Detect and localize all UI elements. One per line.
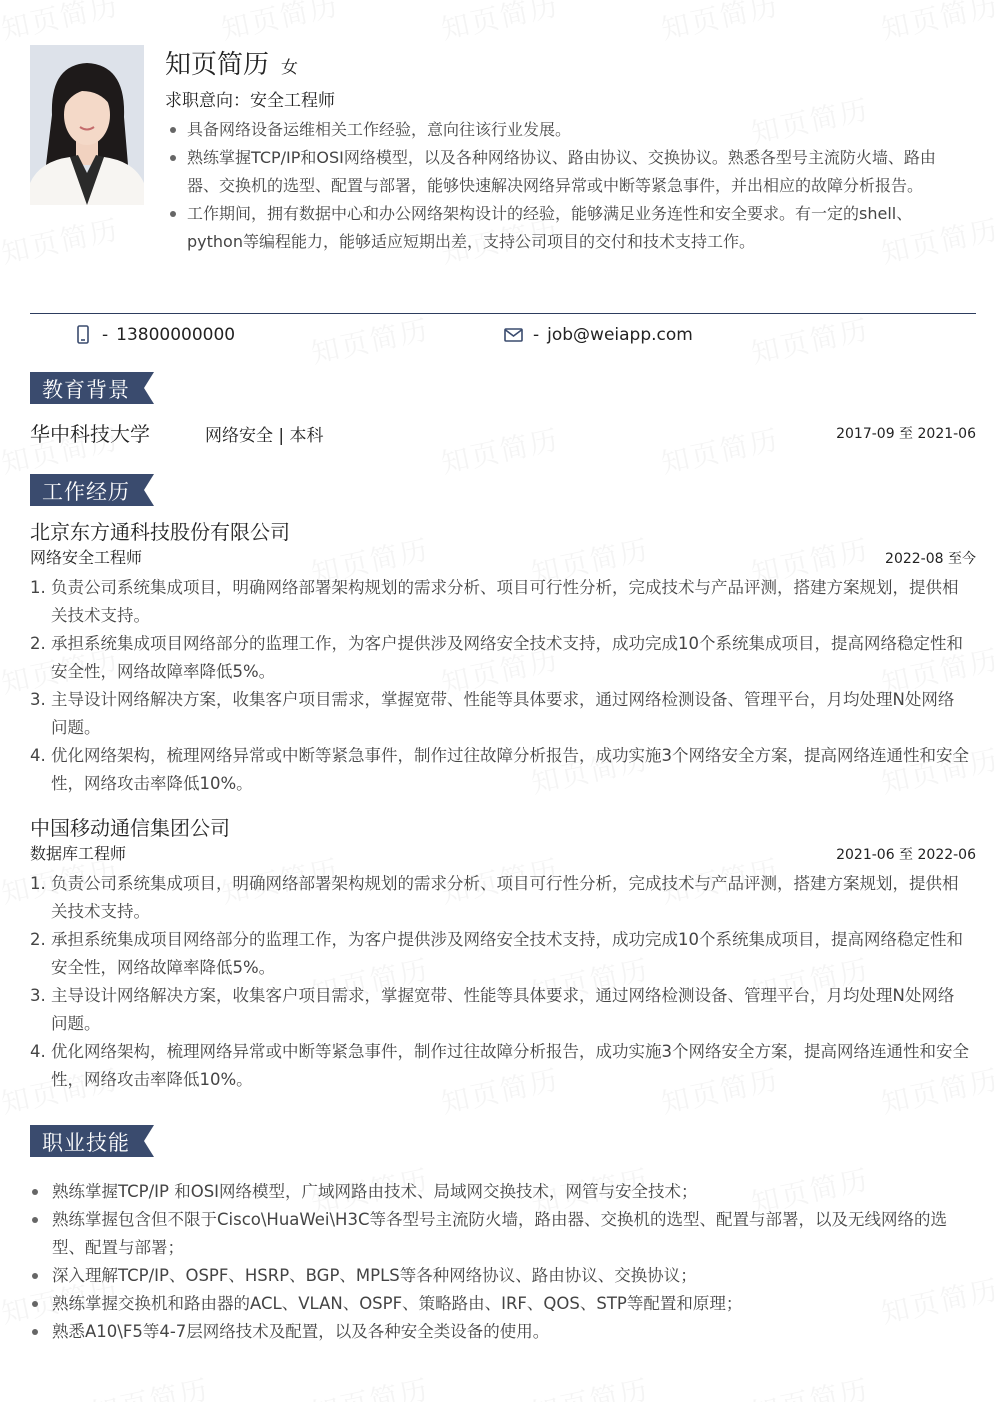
job-intention: 求职意向：安全工程师: [165, 91, 335, 111]
job-entry: [30, 814, 976, 1094]
job-date: 2022-08 至今: [885, 551, 976, 567]
duty-item: 3. 主导设计网络解决方案，收集客户项目需求，掌握宽带、性能等具体要求，通过网络检测设备、管理平台，月均处理N处网络问题。: [30, 690, 955, 737]
candidate-name: [165, 44, 298, 81]
profile-photo: [30, 45, 144, 205]
phone-number: 13800000000: [116, 325, 236, 345]
phone-icon: [72, 324, 94, 346]
section-title-text: 工作经历: [42, 480, 130, 504]
skills-list: [30, 1178, 976, 1346]
watermark: [657, 418, 783, 482]
watermark: [527, 1368, 653, 1402]
education-school: 华中科技大学: [30, 422, 150, 446]
watermark: [307, 308, 433, 372]
skill-item: 熟练掌握TCP/IP 和OSI网络模型，广域网路由技术、局域网交换技术，网管与安全技术；: [30, 1178, 976, 1206]
watermark: [217, 0, 343, 48]
contact-separator: -: [533, 325, 540, 345]
contact-email: [503, 324, 693, 346]
summary-item: 熟练掌握TCP/IP和OSI网络模型，以及各种网络协议、路由协议、交换协议。熟悉各型号主流防火墙、路由器、交换机的选型、配置与部署，能够快速解决网络异常或中断等紧急事件，并出相应的故障分析报告。: [165, 144, 965, 200]
section-title-work: [30, 474, 154, 506]
job-role: 网络安全工程师: [30, 548, 143, 567]
watermark: [0, 0, 123, 48]
education-major: 网络安全 | 本科: [205, 426, 324, 446]
duty-item: 1. 负责公司系统集成项目，明确网络部署架构规划的需求分析、项目可行性分析，完成技术与产品评测，搭建方案规划，提供相关技术支持。: [30, 874, 959, 921]
watermark: [747, 1368, 873, 1402]
skill-item: 熟练掌握交换机和路由器的ACL、VLAN、OSPF、策略路由、IRF、QOS、STP等配置和原理；: [30, 1290, 976, 1318]
summary-item: 具备网络设备运维相关工作经验，意向往该行业发展。: [165, 116, 965, 144]
watermark: [307, 1368, 433, 1402]
watermark: [437, 418, 563, 482]
skill-item: 熟悉A10\F5等4-7层网络技术及配置，以及各种安全类设备的使用。: [30, 1318, 976, 1346]
duty-item: 2. 承担系统集成项目网络部分的监理工作，为客户提供涉及网络安全技术支持，成功完成10个系统集成项目，提高网络稳定性和安全性，网络故障率降低5%。: [30, 930, 963, 977]
section-title-text: 职业技能: [42, 1131, 130, 1155]
name-text: 知页简历: [165, 50, 270, 80]
skill-item: 深入理解TCP/IP、OSPF、HSRP、BGP、MPLS等各种网络协议、路由协议、交换协议；: [30, 1262, 976, 1290]
summary-list: [165, 116, 965, 256]
job-entry: [30, 518, 976, 798]
job-role: 数据库工程师: [30, 844, 127, 863]
duty-item: 4. 优化网络架构，梳理网络异常或中断等紧急事件，制作过往故障分析报告，成功实施3个网络安全方案，提高网络连通性和安全性，网络攻击率降低10%。: [30, 746, 969, 793]
contact-separator: -: [102, 325, 109, 345]
education-date: 2017-09 至 2021-06: [836, 426, 976, 442]
gender: 女: [281, 58, 299, 78]
duty-item: 4. 优化网络架构，梳理网络异常或中断等紧急事件，制作过往故障分析报告，成功实施3个网络安全方案，提高网络连通性和安全性，网络攻击率降低10%。: [30, 1042, 969, 1089]
job-duties: [30, 870, 970, 1094]
job-date: 2021-06 至 2022-06: [836, 847, 976, 863]
job-duties: [30, 574, 970, 798]
watermark: [877, 0, 1000, 48]
email-address: job@weiapp.com: [547, 325, 693, 345]
watermark: [437, 0, 563, 48]
header-divider: [30, 313, 976, 314]
watermark: [87, 1368, 213, 1402]
section-title-text: 教育背景: [42, 378, 130, 402]
job-company: 中国移动通信集团公司: [30, 816, 230, 840]
section-title-skills: [30, 1125, 154, 1157]
duty-item: 2. 承担系统集成项目网络部分的监理工作，为客户提供涉及网络安全技术支持，成功完成10个系统集成项目，提高网络稳定性和安全性，网络故障率降低5%。: [30, 634, 963, 681]
job-company: 北京东方通科技股份有限公司: [30, 520, 290, 544]
mail-icon: [503, 324, 525, 346]
job-role-row: [30, 546, 976, 568]
watermark: [0, 208, 123, 272]
section-title-education: [30, 372, 154, 404]
summary-item: 工作期间，拥有数据中心和办公网络架构设计的经验，能够满足业务连性和安全要求。有一定的shell、python等编程能力，能够适应短期出差，支持公司项目的交付和技术支持工作。: [165, 200, 965, 256]
contact-phone: [72, 324, 235, 346]
watermark: [657, 0, 783, 48]
watermark: [747, 308, 873, 372]
duty-item: 1. 负责公司系统集成项目，明确网络部署架构规划的需求分析、项目可行性分析，完成技术与产品评测，搭建方案规划，提供相关技术支持。: [30, 578, 959, 625]
skill-item: 熟练掌握包含但不限于Cisco\HuaWei\H3C等各型号主流防火墙，路由器、交换机的选型、配置与部署，以及无线网络的选型、配置与部署；: [30, 1206, 976, 1262]
job-role-row: [30, 842, 976, 864]
duty-item: 3. 主导设计网络解决方案，收集客户项目需求，掌握宽带、性能等具体要求，通过网络检测设备、管理平台，月均处理N处网络问题。: [30, 986, 955, 1033]
